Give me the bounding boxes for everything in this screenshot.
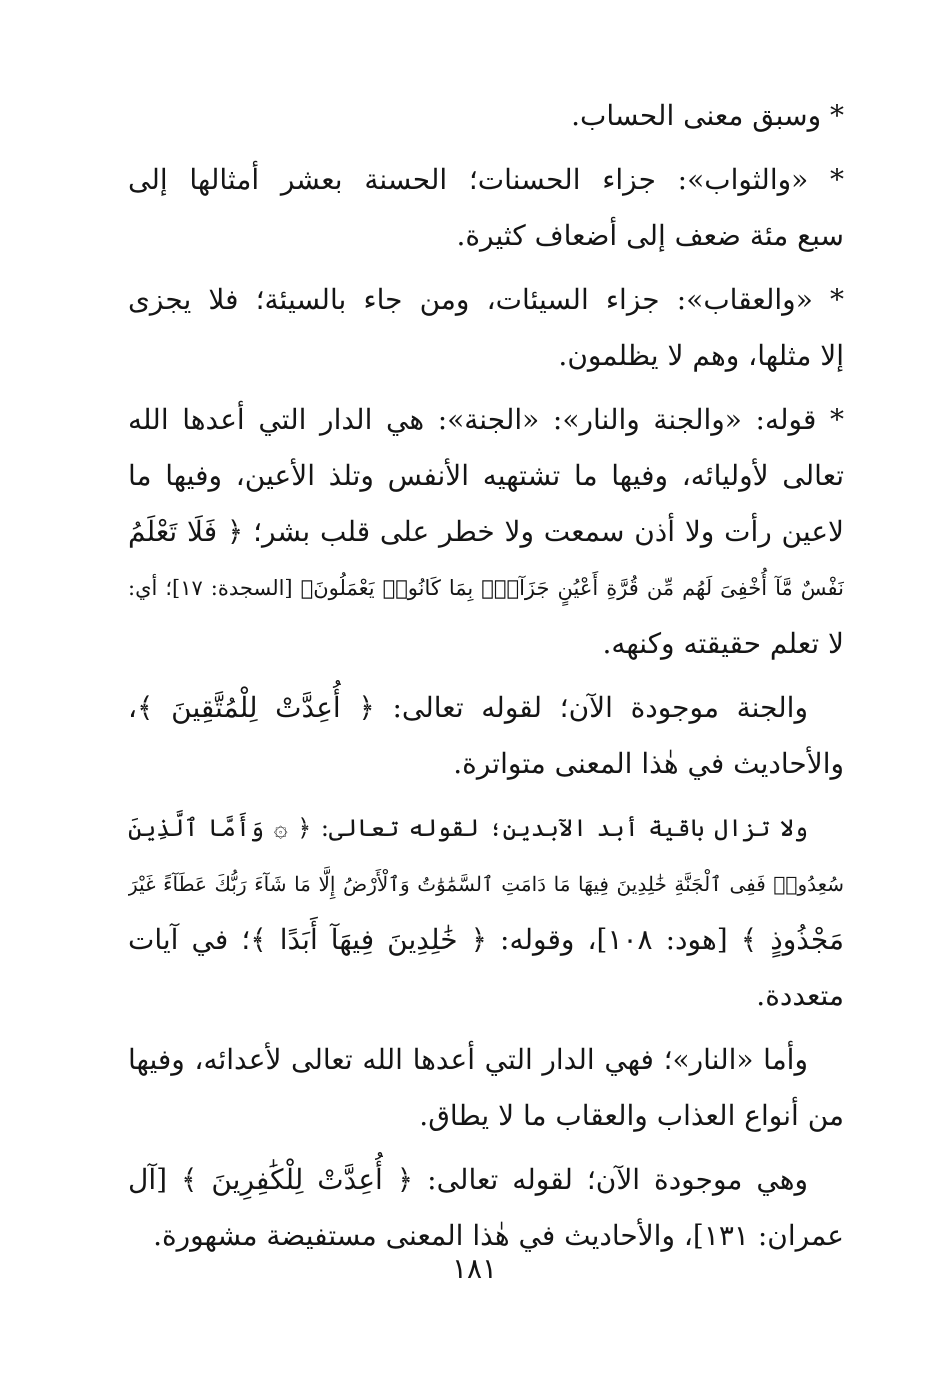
page-number: ١٨١ xyxy=(451,1252,498,1285)
paragraph-jannah-eternal xyxy=(128,800,844,1024)
text-line: من أنواع العذاب والعقاب ما لا يطاق. xyxy=(419,1099,844,1132)
paragraph-nar xyxy=(128,1032,844,1144)
text-line: والجنة موجودة الآن؛ لقوله تعالى: ﴿ أُعِدَّتْ لِلْمُتَّقِينَ ﴾، xyxy=(128,691,808,724)
paragraph-jannah-exists xyxy=(128,680,844,792)
quran-verse-line: سُعِدُوا۟ فَفِى ٱلْجَنَّةِ خَٰلِدِينَ فِيهَا مَا دَامَتِ ٱلسَّمَٰوَٰتُ وَٱلْأَرْضُ إِلَّا مَا شَآءَ رَبُّكَ عَطَآءً غَيْرَ xyxy=(128,872,844,896)
paragraph-hisab xyxy=(128,88,844,144)
page-body xyxy=(128,88,844,1272)
paragraph-iqab xyxy=(128,272,844,384)
paragraph-jannah-nar xyxy=(128,392,844,672)
text-line: سبع مئة ضعف إلى أضعاف كثيرة. xyxy=(456,219,844,252)
text-line: وأما «النار»؛ فهي الدار التي أعدها الله تعالى لأعدائه، وفيها xyxy=(128,1043,808,1076)
quran-verse-line: نَفْسٌ مَّآ أُخْفِىَ لَهُم مِّن قُرَّةِ أَعْيُنٍ جَزَآءًۢ بِمَا كَانُوا۟ يَعْمَلُونَ﴾ [السجدة: ١٧]؛ أي: xyxy=(128,576,844,600)
text-line: والأحاديث في هٰذا المعنى متواترة. xyxy=(453,747,844,780)
text-line: عمران: ١٣١]، والأحاديث في هٰذا المعنى مستفيضة مشهورة. xyxy=(153,1219,844,1252)
text-line: إلا مثلها، وهم لا يظلمون. xyxy=(558,339,844,372)
text-line: لا تعلم حقيقته وكنهه. xyxy=(602,627,844,660)
paragraph-thawab xyxy=(128,152,844,264)
text-line: وهي موجودة الآن؛ لقوله تعالى: ﴿ أُعِدَّتْ لِلْكَٰفِرِينَ ﴾ [آل xyxy=(128,1163,808,1196)
text-line: * قوله: «والجنة والنار»: «الجنة»: هي الدار التي أعدها الله xyxy=(128,403,844,436)
text-line: * «والعقاب»: جزاء السيئات، ومن جاء بالسيئة؛ فلا يجزى xyxy=(128,283,844,316)
text-line: ولا تزال باقية أبد الآبدين؛ لقوله تعالى: ﴿ ۞ وَأَمَّا ٱلَّذِينَ xyxy=(128,814,808,842)
paragraph-nar-exists xyxy=(128,1152,844,1264)
text-line: * «والثواب»: جزاء الحسنات؛ الحسنة بعشر أمثالها إلى xyxy=(128,163,844,196)
text-line: تعالى لأوليائه، وفيها ما تشتهيه الأنفس وتلذ الأعين، وفيها ما xyxy=(128,459,844,492)
text-line: * وسبق معنى الحساب. xyxy=(571,99,844,132)
text-line: لاعين رأت ولا أذن سمعت ولا خطر على قلب بشر؛ ﴿ فَلَا تَعْلَمُ xyxy=(128,515,844,548)
text-line: مَجْذُوذٍ ﴾ [هود: ١٠٨]، وقوله: ﴿ خَٰلِدِينَ فِيهَآ أَبَدًا ﴾؛ في آيات xyxy=(128,923,844,956)
text-line: متعددة. xyxy=(756,979,844,1012)
